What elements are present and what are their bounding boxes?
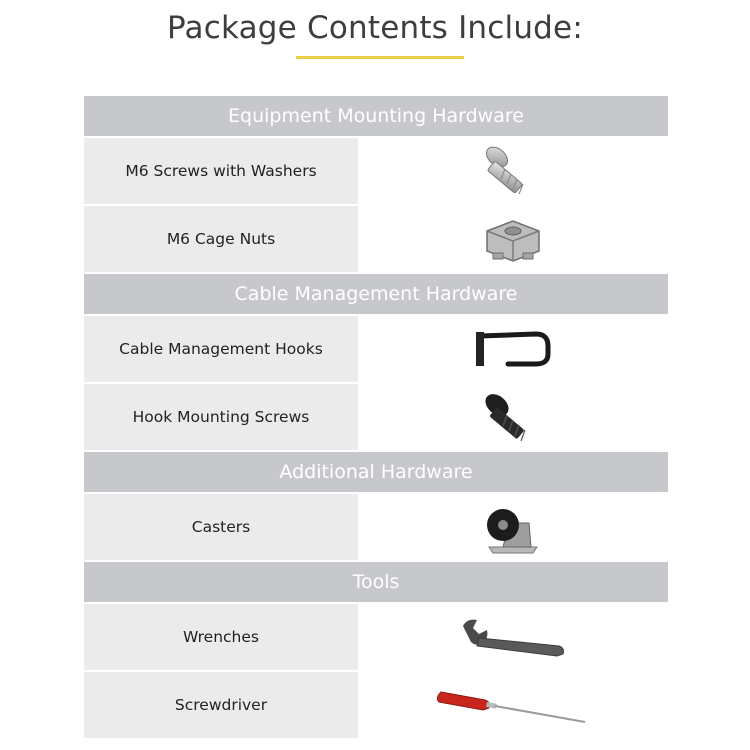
item-label: Screwdriver [84,672,358,738]
page-title: Package Contents Include: [167,10,583,46]
table-row [84,604,668,672]
black-screw-icon [358,384,668,450]
cable-hook-icon [358,316,668,382]
table-row [84,494,668,562]
section-header-cable-management: Cable Management Hardware [84,274,668,316]
table-row [84,138,668,206]
table-row [84,316,668,384]
screwdriver-icon [358,672,668,738]
cage-nut-icon [358,206,668,272]
screw-with-washer-icon [358,138,668,204]
table-row [84,206,668,274]
package-contents-table [84,96,668,740]
wrench-icon [358,604,668,670]
item-label: Hook Mounting Screws [84,384,358,450]
title-underline [296,56,464,59]
caster-wheel-icon [358,494,668,560]
table-row [84,672,668,740]
item-label: M6 Cage Nuts [84,206,358,272]
item-label: Wrenches [84,604,358,670]
item-label: Casters [84,494,358,560]
item-label: M6 Screws with Washers [84,138,358,204]
item-label: Cable Management Hooks [84,316,358,382]
section-header-tools: Tools [84,562,668,604]
section-header-equipment-mounting: Equipment Mounting Hardware [84,96,668,138]
section-header-additional-hardware: Additional Hardware [84,452,668,494]
table-row [84,384,668,452]
